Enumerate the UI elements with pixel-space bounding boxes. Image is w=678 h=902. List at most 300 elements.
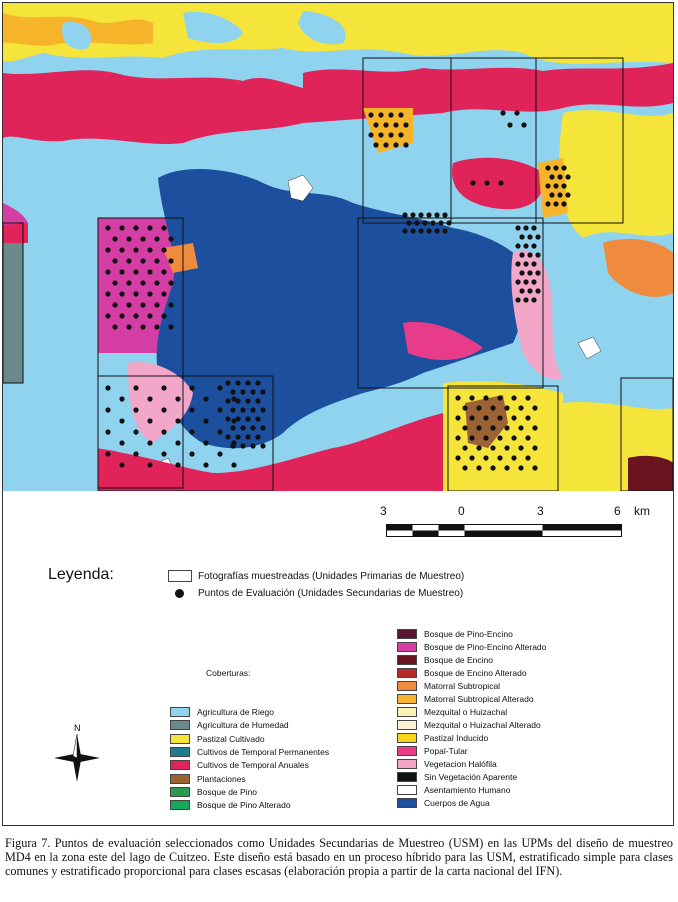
legend-label: Cuerpos de Agua	[424, 798, 490, 808]
evaluation-point	[525, 435, 530, 440]
evaluation-point	[250, 407, 255, 412]
evaluation-point	[378, 132, 383, 137]
evaluation-point	[455, 395, 460, 400]
evaluation-point	[455, 435, 460, 440]
legend-swatch	[397, 772, 417, 782]
land-cover-map	[3, 3, 673, 491]
evaluation-point	[112, 302, 117, 307]
evaluation-point	[250, 425, 255, 430]
legend-swatch	[170, 774, 190, 784]
evaluation-point	[112, 236, 117, 241]
evaluation-point	[161, 429, 166, 434]
evaluation-point	[225, 416, 230, 421]
evaluation-point	[378, 112, 383, 117]
evaluation-point	[260, 407, 265, 412]
evaluation-point	[189, 407, 194, 412]
evaluation-point	[426, 212, 431, 217]
evaluation-point	[245, 416, 250, 421]
evaluation-point	[497, 435, 502, 440]
evaluation-point	[511, 455, 516, 460]
anuales-left	[3, 223, 28, 243]
evaluation-point	[230, 407, 235, 412]
evaluation-point	[126, 236, 131, 241]
pastizal-right	[559, 110, 673, 238]
evaluation-point	[189, 451, 194, 456]
evaluation-point	[133, 313, 138, 318]
legend-swatch	[170, 747, 190, 757]
evaluation-point	[119, 313, 124, 318]
evaluation-point	[403, 142, 408, 147]
evaluation-point	[484, 180, 489, 185]
evaluation-point	[175, 418, 180, 423]
legend-label: Asentamiento Humano	[424, 785, 511, 795]
evaluation-point	[245, 398, 250, 403]
evaluation-point	[203, 462, 208, 467]
evaluation-point	[105, 225, 110, 230]
evaluation-point	[231, 462, 236, 467]
evaluation-point	[203, 418, 208, 423]
evaluation-point	[518, 465, 523, 470]
legend-label: Bosque de Pino Alterado	[197, 800, 291, 811]
evaluation-point	[527, 288, 532, 293]
evaluation-point	[154, 258, 159, 263]
evaluation-point	[175, 396, 180, 401]
riego-bottom	[3, 383, 98, 491]
evaluation-point	[393, 142, 398, 147]
evaluation-point	[168, 302, 173, 307]
legend-label: Vegetacion Halófila	[424, 759, 497, 769]
evaluation-point	[368, 112, 373, 117]
evaluation-point	[462, 445, 467, 450]
legend-label: Pastizal Inducido	[424, 733, 489, 743]
evaluation-point	[535, 270, 540, 275]
evaluation-point	[532, 405, 537, 410]
points-label: Puntos de Evaluación (Unidades Secundarias de Muestreo)	[198, 588, 464, 599]
evaluation-point	[532, 445, 537, 450]
legend-label: Bosque de Pino-Encino Alterado	[424, 642, 547, 652]
agricultura-humedad-left	[3, 243, 23, 383]
evaluation-point	[255, 398, 260, 403]
legend-swatch	[170, 800, 190, 810]
evaluation-point	[514, 110, 519, 115]
scale-tick: 3	[380, 504, 387, 518]
evaluation-point	[133, 269, 138, 274]
evaluation-point	[561, 201, 566, 206]
evaluation-point	[497, 415, 502, 420]
evaluation-point	[105, 291, 110, 296]
evaluation-point	[217, 451, 222, 456]
evaluation-point	[511, 435, 516, 440]
evaluation-point	[518, 425, 523, 430]
evaluation-point	[525, 455, 530, 460]
evaluation-point	[531, 243, 536, 248]
evaluation-point	[217, 407, 222, 412]
evaluation-point	[112, 258, 117, 263]
evaluation-point	[147, 440, 152, 445]
evaluation-point	[549, 192, 554, 197]
legend-swatch	[397, 642, 417, 652]
evaluation-point	[519, 270, 524, 275]
evaluation-point	[553, 183, 558, 188]
evaluation-point	[119, 225, 124, 230]
evaluation-point	[561, 183, 566, 188]
legend-label: Matorral Subtropical	[424, 681, 501, 691]
evaluation-point	[260, 389, 265, 394]
evaluation-point	[504, 425, 509, 430]
evaluation-point	[515, 225, 520, 230]
evaluation-point	[133, 385, 138, 390]
evaluation-point	[140, 280, 145, 285]
evaluation-point	[147, 225, 152, 230]
evaluation-point	[469, 435, 474, 440]
legend-swatch	[397, 668, 417, 678]
evaluation-point	[545, 201, 550, 206]
evaluation-point	[500, 110, 505, 115]
evaluation-point	[535, 288, 540, 293]
evaluation-point	[504, 405, 509, 410]
evaluation-point	[476, 465, 481, 470]
scale-bar-graphic	[386, 524, 622, 538]
evaluation-point	[225, 398, 230, 403]
legend-label: Sin Vegetación Aparente	[424, 772, 518, 782]
scale-bar	[380, 504, 670, 544]
evaluation-point	[557, 174, 562, 179]
evaluation-point	[511, 415, 516, 420]
evaluation-point	[126, 324, 131, 329]
evaluation-point	[527, 270, 532, 275]
evaluation-point	[133, 429, 138, 434]
evaluation-point	[523, 243, 528, 248]
evaluation-point	[250, 443, 255, 448]
evaluation-point	[119, 269, 124, 274]
evaluation-point	[531, 225, 536, 230]
evaluation-point	[525, 415, 530, 420]
coberturas-label: Coberturas:	[206, 668, 251, 678]
evaluation-point	[119, 291, 124, 296]
evaluation-point	[133, 225, 138, 230]
evaluation-point	[531, 297, 536, 302]
compass-north-label: N	[74, 723, 81, 733]
evaluation-point	[497, 455, 502, 460]
evaluation-point	[549, 174, 554, 179]
evaluation-point	[217, 429, 222, 434]
evaluation-point	[240, 389, 245, 394]
legend-label: Cultivos de Temporal Permanentes	[197, 746, 330, 757]
evaluation-point	[426, 228, 431, 233]
evaluation-point	[161, 291, 166, 296]
evaluation-point	[105, 451, 110, 456]
evaluation-point	[434, 212, 439, 217]
evaluation-point	[462, 465, 467, 470]
legend-label: Agricultura de Humedad	[197, 720, 289, 731]
evaluation-point	[504, 445, 509, 450]
evaluation-point	[469, 395, 474, 400]
evaluation-point	[140, 258, 145, 263]
evaluation-point	[105, 247, 110, 252]
evaluation-point	[557, 192, 562, 197]
evaluation-point	[240, 425, 245, 430]
evaluation-point	[105, 313, 110, 318]
evaluation-point	[147, 247, 152, 252]
legend-swatch	[397, 746, 417, 756]
evaluation-point	[119, 440, 124, 445]
evaluation-point	[519, 252, 524, 257]
evaluation-point	[565, 192, 570, 197]
legend-label: Agricultura de Riego	[197, 707, 275, 717]
evaluation-point	[105, 429, 110, 434]
evaluation-point	[490, 425, 495, 430]
legend-swatch	[170, 734, 190, 744]
evaluation-point	[525, 395, 530, 400]
evaluation-point	[561, 165, 566, 170]
evaluation-point	[398, 132, 403, 137]
evaluation-point	[383, 142, 388, 147]
evaluation-point	[442, 228, 447, 233]
evaluation-point	[105, 269, 110, 274]
evaluation-point	[147, 418, 152, 423]
evaluation-point	[519, 234, 524, 239]
legend-label: Bosque de Encino	[424, 655, 493, 665]
evaluation-point	[507, 122, 512, 127]
evaluation-point	[217, 385, 222, 390]
legend-swatch	[170, 720, 190, 730]
evaluation-point	[511, 395, 516, 400]
evaluation-point	[469, 415, 474, 420]
point-symbol	[175, 589, 184, 598]
legend-swatch	[170, 787, 190, 797]
evaluation-point	[490, 405, 495, 410]
evaluation-point	[527, 252, 532, 257]
evaluation-point	[168, 236, 173, 241]
evaluation-point	[402, 228, 407, 233]
evaluation-point	[383, 122, 388, 127]
evaluation-point	[483, 415, 488, 420]
legend-swatch	[397, 798, 417, 808]
evaluation-point	[373, 142, 378, 147]
evaluation-point	[147, 269, 152, 274]
evaluation-point	[455, 415, 460, 420]
evaluation-point	[470, 180, 475, 185]
evaluation-point	[523, 261, 528, 266]
evaluation-point	[398, 112, 403, 117]
evaluation-point	[476, 445, 481, 450]
evaluation-point	[126, 302, 131, 307]
evaluation-point	[523, 297, 528, 302]
evaluation-point	[515, 279, 520, 284]
evaluation-point	[430, 220, 435, 225]
legend-title: Leyenda:	[48, 566, 114, 583]
evaluation-point	[518, 405, 523, 410]
evaluation-point	[168, 324, 173, 329]
legend-label: Mezquital o Huizachal	[424, 707, 508, 717]
evaluation-point	[531, 279, 536, 284]
evaluation-point	[403, 122, 408, 127]
evaluation-point	[119, 247, 124, 252]
evaluation-point	[189, 385, 194, 390]
evaluation-point	[476, 405, 481, 410]
evaluation-point	[553, 201, 558, 206]
legend-swatch	[397, 733, 417, 743]
evaluation-point	[189, 429, 194, 434]
legend-label: Cultivos de Temporal Anuales	[197, 760, 309, 771]
evaluation-point	[535, 252, 540, 257]
evaluation-point	[133, 291, 138, 296]
evaluation-point	[406, 220, 411, 225]
evaluation-point	[161, 451, 166, 456]
evaluation-point	[168, 280, 173, 285]
evaluation-point	[235, 380, 240, 385]
legend-label: Bosque de Pino-Encino	[424, 629, 513, 639]
evaluation-point	[565, 174, 570, 179]
evaluation-point	[438, 220, 443, 225]
evaluation-point	[483, 395, 488, 400]
evaluation-point	[161, 385, 166, 390]
evaluation-point	[235, 434, 240, 439]
evaluation-point	[368, 132, 373, 137]
legend-swatch	[397, 629, 417, 639]
evaluation-point	[515, 243, 520, 248]
evaluation-point	[410, 212, 415, 217]
evaluation-point	[230, 425, 235, 430]
evaluation-point	[255, 434, 260, 439]
evaluation-point	[147, 462, 152, 467]
evaluation-point	[523, 225, 528, 230]
evaluation-point	[515, 261, 520, 266]
evaluation-point	[462, 405, 467, 410]
evaluation-point	[462, 425, 467, 430]
evaluation-point	[373, 122, 378, 127]
evaluation-point	[532, 425, 537, 430]
evaluation-point	[119, 462, 124, 467]
evaluation-point	[140, 236, 145, 241]
evaluation-point	[260, 443, 265, 448]
evaluation-point	[225, 380, 230, 385]
evaluation-point	[154, 236, 159, 241]
evaluation-point	[175, 440, 180, 445]
legend-swatch	[397, 707, 417, 717]
evaluation-point	[119, 396, 124, 401]
legend-swatch	[397, 759, 417, 769]
evaluation-point	[231, 418, 236, 423]
legend-swatch	[170, 707, 190, 717]
evaluation-point	[545, 165, 550, 170]
evaluation-point	[476, 425, 481, 430]
evaluation-point	[402, 212, 407, 217]
evaluation-point	[161, 225, 166, 230]
evaluation-point	[255, 416, 260, 421]
evaluation-point	[126, 280, 131, 285]
evaluation-point	[105, 407, 110, 412]
evaluation-point	[161, 407, 166, 412]
legend-label: Mezquital o Huizachal Alterado	[424, 720, 541, 730]
evaluation-point	[230, 389, 235, 394]
evaluation-point	[133, 407, 138, 412]
legend-label: Popal-Tular	[424, 746, 468, 756]
evaluation-point	[240, 443, 245, 448]
scale-tick: 0	[458, 504, 465, 518]
evaluation-point	[490, 465, 495, 470]
legend-swatch	[397, 655, 417, 665]
evaluation-point	[105, 385, 110, 390]
legend-swatch	[170, 760, 190, 770]
evaluation-point	[393, 122, 398, 127]
evaluation-point	[388, 112, 393, 117]
evaluation-point	[161, 269, 166, 274]
evaluation-point	[112, 280, 117, 285]
evaluation-point	[483, 435, 488, 440]
evaluation-point	[147, 291, 152, 296]
evaluation-point	[518, 445, 523, 450]
evaluation-point	[245, 380, 250, 385]
evaluation-point	[203, 396, 208, 401]
evaluation-point	[532, 465, 537, 470]
north-arrow-icon	[52, 722, 102, 782]
evaluation-point	[255, 380, 260, 385]
scale-tick: 3	[537, 504, 544, 518]
evaluation-point	[483, 455, 488, 460]
evaluation-point	[154, 302, 159, 307]
evaluation-point	[225, 434, 230, 439]
evaluation-point	[418, 212, 423, 217]
legend-label: Bosque de Encino Alterado	[424, 668, 527, 678]
evaluation-point	[469, 455, 474, 460]
evaluation-point	[388, 132, 393, 137]
legend-label: Pastizal Cultivado	[197, 733, 265, 744]
evaluation-point	[519, 288, 524, 293]
evaluation-point	[497, 395, 502, 400]
evaluation-point	[531, 261, 536, 266]
evaluation-point	[140, 302, 145, 307]
evaluation-point	[245, 434, 250, 439]
evaluation-point	[442, 212, 447, 217]
legend-label: Matorral Subtropical Alterado	[424, 694, 534, 704]
evaluation-point	[545, 183, 550, 188]
evaluation-point	[147, 313, 152, 318]
evaluation-point	[434, 228, 439, 233]
evaluation-point	[133, 247, 138, 252]
evaluation-point	[414, 220, 419, 225]
photo-swatch	[168, 570, 192, 582]
bosque-encino	[628, 456, 673, 491]
legend-swatch	[397, 681, 417, 691]
evaluation-point	[523, 279, 528, 284]
evaluation-point	[133, 451, 138, 456]
evaluation-point	[175, 462, 180, 467]
evaluation-point	[126, 258, 131, 263]
legend-swatch	[397, 694, 417, 704]
evaluation-point	[446, 220, 451, 225]
evaluation-point	[422, 220, 427, 225]
evaluation-point	[240, 407, 245, 412]
evaluation-point	[490, 445, 495, 450]
legend-swatch	[397, 785, 417, 795]
evaluation-point	[161, 313, 166, 318]
figure-caption: Figura 7. Puntos de evaluación seleccionados como Unidades Secundarias de Muestreo (USM) en las UPMs del diseño de muestreo MD4 en la zona este del lago de Cuitzeo. Este diseño está basado en un proceso híbrido para las USM, estratificado simple para clases comunes y estratificado proporcional para clases escasas (elaboración propia a partir de la carta nacional del IFN).	[5, 836, 673, 879]
scale-unit: km	[634, 504, 650, 518]
evaluation-point	[250, 389, 255, 394]
evaluation-point	[112, 324, 117, 329]
legend-label: Bosque de Pino	[197, 786, 258, 797]
evaluation-point	[455, 455, 460, 460]
evaluation-point	[527, 234, 532, 239]
evaluation-point	[535, 234, 540, 239]
evaluation-point	[553, 165, 558, 170]
evaluation-point	[418, 228, 423, 233]
evaluation-point	[203, 440, 208, 445]
photo-label: Fotografías muestreadas (Unidades Primarias de Muestreo)	[198, 571, 465, 582]
evaluation-point	[147, 396, 152, 401]
evaluation-point	[231, 396, 236, 401]
